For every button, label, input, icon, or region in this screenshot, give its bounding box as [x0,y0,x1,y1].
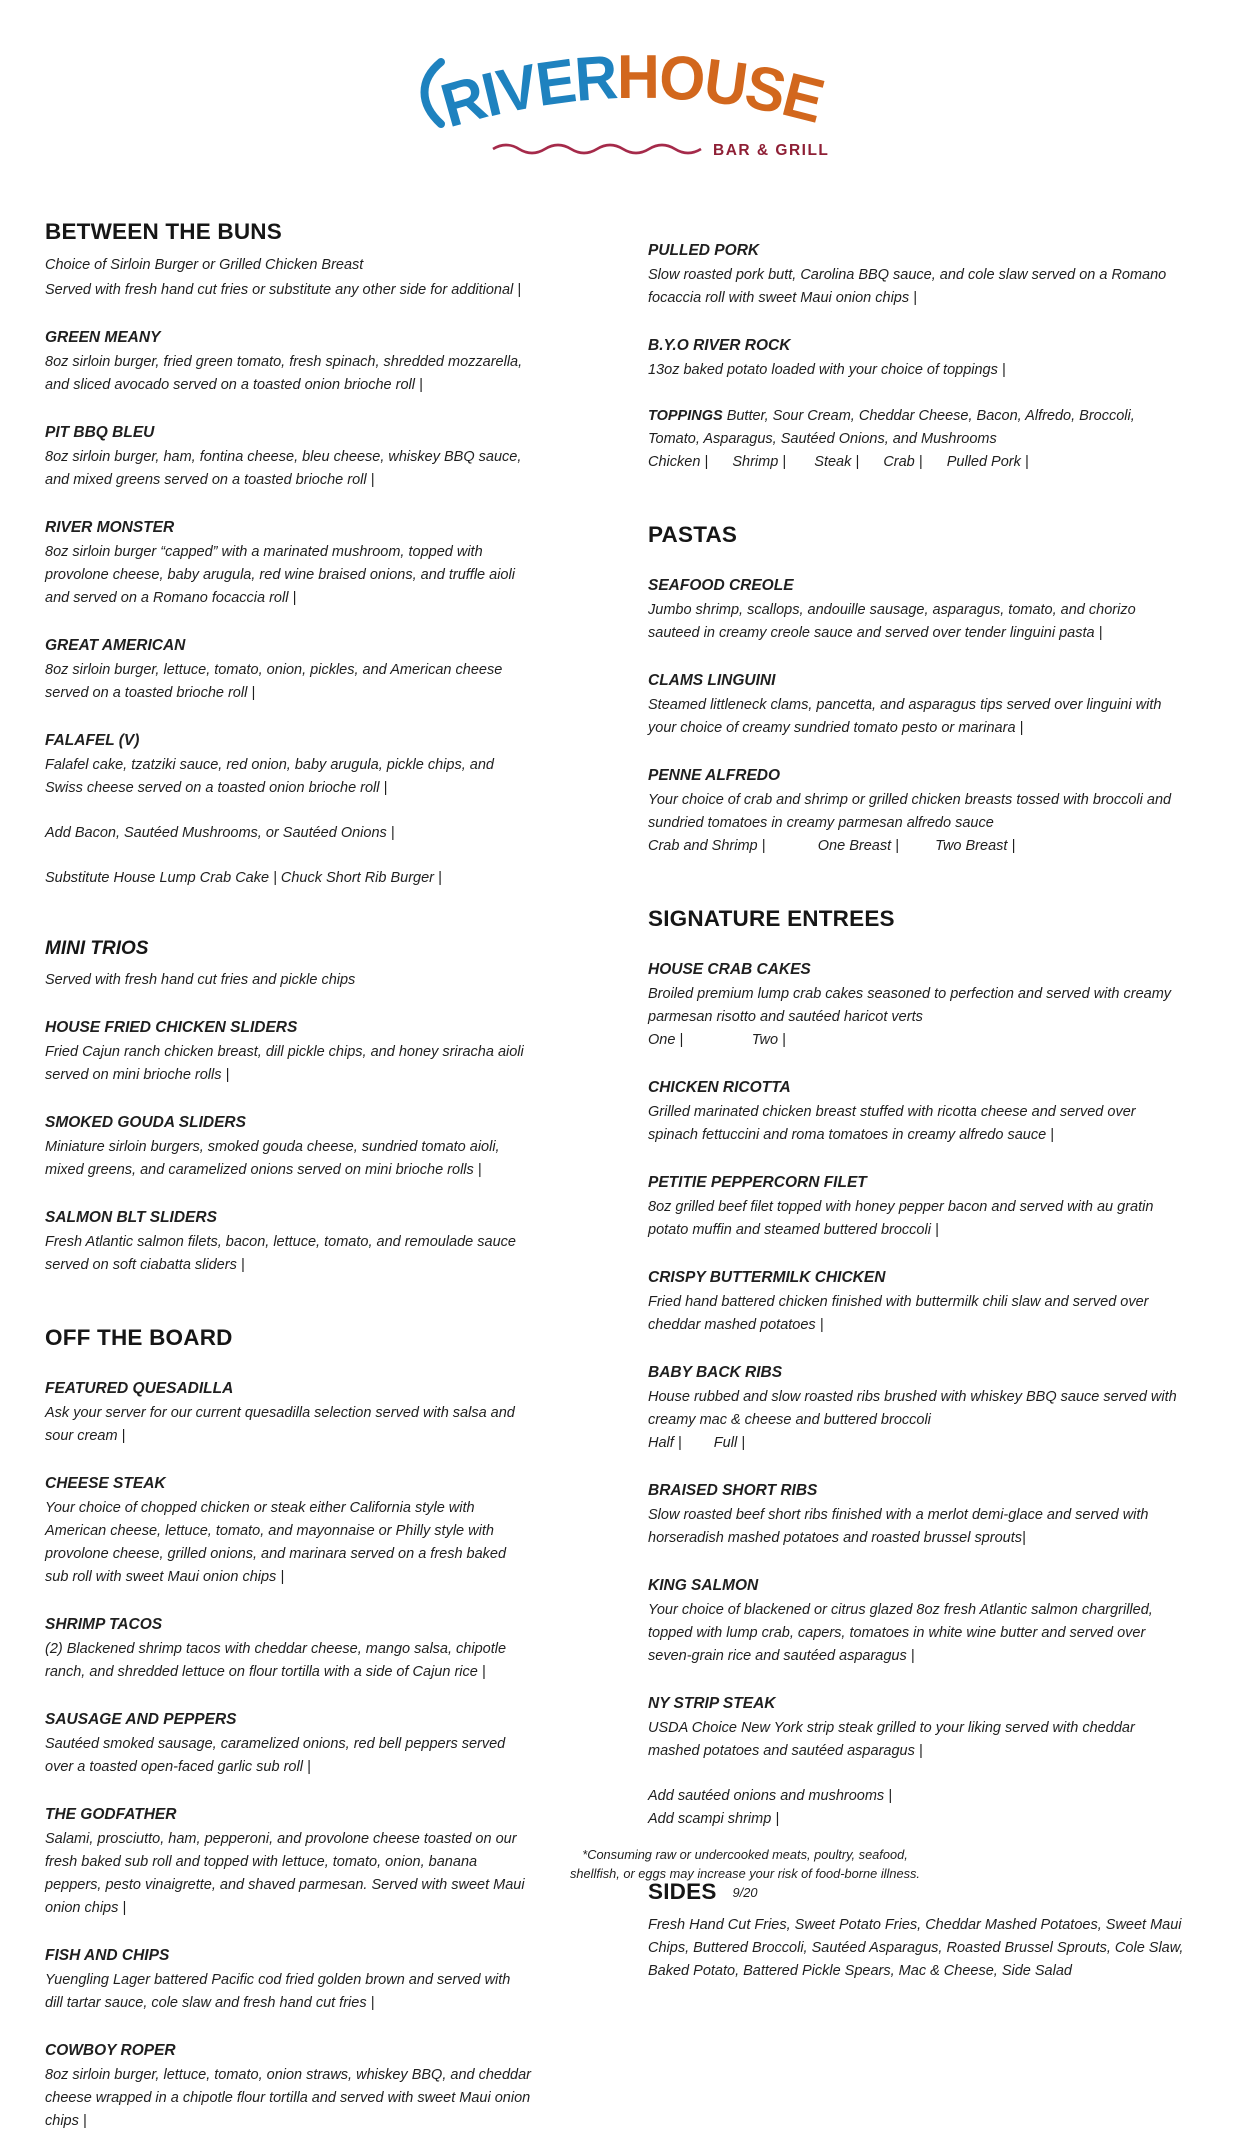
menu-item [45,1804,532,1920]
menu-column-right [648,195,1188,1983]
item-description: Salami, prosciutto, ham, pepperoni, and provolone cheese toasted on our fresh baked sub roll and topped with lettuce, tomato, onion, banana peppers, pesto vinaigrette, and shaved parmesan. Served with sweet Maui onion chips | [45,1831,525,1916]
item-name: FALAFEL (V) [45,732,140,749]
toppings-text: Butter, Sour Cream, Cheddar Cheese, Bacon, Alfredo, Broccoli, Tomato, Asparagus, Sautéed Onions, and Mushrooms [648,408,1135,447]
menu-section [45,936,532,1277]
footer-disclaimer [520,1845,970,1902]
toppings-price-options: Chicken | Shrimp | Steak | Crab | Pulled Pork | [648,454,1029,470]
item-description: Slow roasted beef short ribs finished with a merlot demi-glace and served with horseradish mashed potatoes and roasted brussel sprouts| [648,1507,1149,1546]
menu-item [648,1575,1188,1668]
menu-item [648,1267,1188,1337]
item-description: Ask your server for our current quesadilla selection served with salsa and sour cream | [45,1405,515,1444]
item-name: SALMON BLT SLIDERS [45,1209,217,1226]
menu-version: 9/20 [732,1885,758,1900]
item-name: PENNE ALFREDO [648,767,781,784]
item-price-options: One | Two | [648,1032,786,1048]
fish-tail-icon [424,62,441,124]
logo-text-house: HOUSE [616,42,831,137]
section-title: BETWEEN THE BUNS [45,219,282,244]
menu-item [45,1614,532,1684]
disclaimer-line-2: shellfish, or eggs may increase your risk of food-borne illness. [570,1866,920,1881]
item-name: BRAISED SHORT RIBS [648,1482,818,1499]
menu-item [648,765,1188,858]
item-name: SAUSAGE AND PEPPERS [45,1711,237,1728]
menu-item [45,422,532,492]
menu-item [45,1473,532,1589]
menu-item [648,335,1188,474]
item-description: Miniature sirloin burgers, smoked gouda cheese, sundried tomato aioli, mixed greens, and caramelized onions served on mini brioche rolls | [45,1139,500,1178]
item-description: (2) Blackened shrimp tacos with cheddar cheese, mango salsa, chipotle ranch, and shredded lettuce on flour tortilla with a side of Cajun rice | [45,1641,507,1680]
item-description: Slow roasted pork butt, Carolina BBQ sauce, and cole slaw served on a Romano focaccia roll with sweet Maui onion chips | [648,267,1167,306]
item-description: 8oz sirloin burger, ham, fontina cheese, bleu cheese, whiskey BBQ sauce, and mixed greens served on a toasted brioche roll | [45,449,522,488]
menu-item [648,1362,1188,1455]
item-name: FISH AND CHIPS [45,1947,170,1964]
menu-section [648,240,1188,474]
menu-item [648,240,1188,310]
item-description: House rubbed and slow roasted ribs brushed with whiskey BBQ sauce served with creamy mac & cheese and buttered broccoli [648,1389,1177,1428]
item-name: BABY BACK RIBS [648,1364,783,1381]
item-description: USDA Choice New York strip steak grilled to your liking served with cheddar mashed potatoes and sautéed asparagus | [648,1720,1135,1759]
menu-note [45,867,532,890]
item-description: 8oz sirloin burger “capped” with a marinated mushroom, topped with provolone cheese, baby arugula, red wine braised onions, and truffle aioli and served on a Romano focaccia roll | [45,544,515,606]
section-title: SIDES [648,1879,717,1904]
menu-item [45,1709,532,1779]
menu-item [45,517,532,610]
wave-line-icon [493,145,701,153]
item-description: Steamed littleneck clams, pancetta, and asparagus tips served over linguini with your choice of creamy sundried tomato pesto or marinara | [648,697,1162,736]
toppings-label: TOPPINGS [648,408,723,424]
menu-item [45,635,532,705]
section-title: MINI TRIOS [45,938,149,959]
menu-item [648,1172,1188,1242]
item-name: KING SALMON [648,1577,759,1594]
item-description: Sautéed smoked sausage, caramelized onions, red bell peppers served over a toasted open-faced garlic sub roll | [45,1736,506,1775]
item-name: SHRIMP TACOS [45,1616,163,1633]
item-description: Grilled marinated chicken breast stuffed with ricotta cheese and served over spinach fettuccini and roma tomatoes in creamy alfredo sauce | [648,1104,1136,1143]
logo-text [433,42,831,142]
item-description: 8oz grilled beef filet topped with honey pepper bacon and served with au gratin potato muffin and steamed buttered broccoli | [648,1199,1154,1238]
item-description: Jumbo shrimp, scallops, andouille sausage, asparagus, tomato, and chorizo sauteed in creamy creole sauce and served over tender linguini pasta | [648,602,1136,641]
item-description: Your choice of crab and shrimp or grilled chicken breasts tossed with broccoli and sundried tomatoes in creamy parmesan alfredo sauce [648,792,1172,831]
item-name: PETITIE PEPPERCORN FILET [648,1174,867,1191]
note-line: Add Bacon, Sautéed Mushrooms, or Sautéed Onions | [45,825,395,841]
item-description: 8oz sirloin burger, lettuce, tomato, onion straws, whiskey BBQ, and cheddar cheese wrapped in a chipotle flour tortilla and served with sweet Maui onion chips | [45,2067,531,2129]
logo-tagline: BAR & GRILL [712,142,829,159]
riverhouse-fish-logo [407,28,837,168]
section-intro-line: Choice of Sirloin Burger or Grilled Chicken Breast [45,257,364,273]
item-price-options: Half | Full | [648,1435,745,1451]
section-intro-line: Served with fresh hand cut fries and pickle chips [45,972,356,988]
menu-column-left [45,195,532,2133]
menu-section [45,1323,532,2133]
item-name: HOUSE FRIED CHICKEN SLIDERS [45,1019,298,1036]
item-description: Your choice of chopped chicken or steak either California style with American cheese, lettuce, tomato, and mayonnaise or Philly style with provolone cheese, grilled onions, and marinara served on a fresh baked sub roll with sweet Maui onion chips | [45,1500,507,1585]
item-name: FEATURED QUESADILLA [45,1380,234,1397]
menu-note [648,1785,1188,1831]
logo-text-river: RIVER [433,43,620,142]
disclaimer-line-1: *Consuming raw or undercooked meats, poultry, seafood, [582,1847,908,1862]
menu-item [648,1480,1188,1550]
item-name: THE GODFATHER [45,1806,177,1823]
menu-item [45,1017,532,1087]
item-description: Yuengling Lager battered Pacific cod fried golden brown and served with dill tartar sauce, cole slaw and fresh hand cut fries | [45,1972,511,2011]
item-name: CLAMS LINGUINI [648,672,776,689]
item-name: B.Y.O RIVER ROCK [648,337,791,354]
menu-item [45,1378,532,1448]
menu-item [45,1945,532,2015]
item-name: GREAT AMERICAN [45,637,186,654]
menu-item [45,1112,532,1182]
item-name: GREEN MEANY [45,329,161,346]
menu-section [648,904,1188,1831]
menu-item [648,1077,1188,1147]
note-line: Add sautéed onions and mushrooms | [648,1788,892,1804]
section-intro-line: Served with fresh hand cut fries or substitute any other side for additional | [45,282,522,298]
section-intro-line: Fresh Hand Cut Fries, Sweet Potato Fries, Cheddar Mashed Potatoes, Sweet Maui Chips, Buttered Broccoli, Sautéed Asparagus, Roasted Brussel Sprouts, Cole Slaw, Baked Potato, Battered Pickle Spears, Mac & Cheese, Side Salad [648,1917,1184,1979]
item-description: Falafel cake, tzatziki sauce, red onion, baby arugula, pickle chips, and Swiss cheese served on a toasted onion brioche roll | [45,757,494,796]
menu-columns [45,195,1197,2133]
item-name: NY STRIP STEAK [648,1695,776,1712]
menu-item [45,1207,532,1277]
section-title: SIGNATURE ENTREES [648,906,895,931]
section-title: OFF THE BOARD [45,1325,233,1350]
item-name: PIT BBQ BLEU [45,424,155,441]
toppings-line [648,405,1188,451]
item-name: HOUSE CRAB CAKES [648,961,811,978]
item-description: 8oz sirloin burger, lettuce, tomato, onion, pickles, and American cheese served on a toasted brioche roll | [45,662,503,701]
item-description: 13oz baked potato loaded with your choice of toppings | [648,362,1006,378]
section-title: PASTAS [648,522,738,547]
item-name: COWBOY ROPER [45,2042,176,2059]
menu-item [45,327,532,397]
item-description: Broiled premium lump crab cakes seasoned to perfection and served with creamy parmesan risotto and sautéed haricot verts [648,986,1172,1025]
menu-item [45,2040,532,2133]
item-description: Your choice of blackened or citrus glazed 8oz fresh Atlantic salmon chargrilled, topped with lump crab, capers, tomatoes in white wine butter and served over seven-grain rice and sautéed asparagus | [648,1602,1153,1664]
restaurant-logo [0,28,1243,168]
item-description: Fried Cajun ranch chicken breast, dill pickle chips, and honey sriracha aioli served on mini brioche rolls | [45,1044,524,1083]
note-line: Add scampi shrimp | [648,1811,780,1827]
item-name: SEAFOOD CREOLE [648,577,794,594]
menu-section [648,520,1188,858]
item-name: RIVER MONSTER [45,519,175,536]
menu-section [45,217,532,890]
item-name: CHEESE STEAK [45,1475,166,1492]
menu-item [648,959,1188,1052]
item-description: Fresh Atlantic salmon filets, bacon, lettuce, tomato, and remoulade sauce served on soft ciabatta sliders | [45,1234,516,1273]
item-description: 8oz sirloin burger, fried green tomato, fresh spinach, shredded mozzarella, and sliced avocado served on a toasted onion brioche roll | [45,354,523,393]
note-line: Substitute House Lump Crab Cake | Chuck Short Rib Burger | [45,870,442,886]
item-name: SMOKED GOUDA SLIDERS [45,1114,246,1131]
item-name: CHICKEN RICOTTA [648,1079,791,1096]
menu-item [648,575,1188,645]
item-name: PULLED PORK [648,242,760,259]
menu-item [648,1693,1188,1763]
menu-note [45,822,532,845]
item-description: Fried hand battered chicken finished with buttermilk chili slaw and served over cheddar mashed potatoes | [648,1294,1149,1333]
menu-item [45,730,532,800]
item-name: CRISPY BUTTERMILK CHICKEN [648,1269,886,1286]
menu-item [648,670,1188,740]
item-price-options: Crab and Shrimp | One Breast | Two Breast | [648,838,1016,854]
